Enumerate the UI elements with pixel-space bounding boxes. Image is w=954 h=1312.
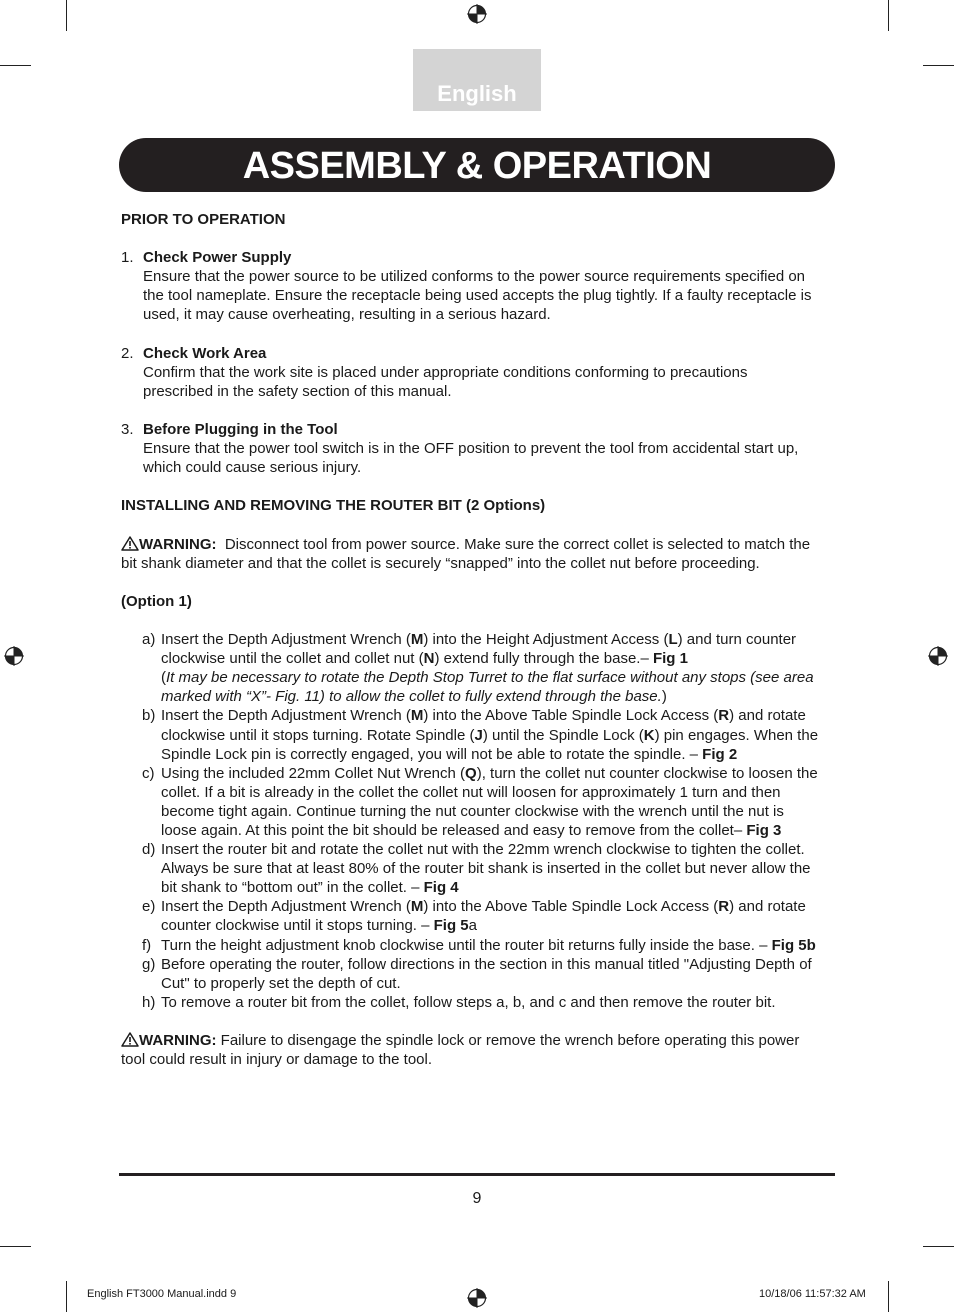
figure-ref: Fig 1 xyxy=(652,650,688,668)
step-note: It may be necessary to rotate the Depth Stop Turret to the flat surface without any stops (see area marked with “X”- Fig. 11) to allow the collet to fully extend through the base. xyxy=(161,669,814,706)
registration-mark-icon xyxy=(467,4,487,24)
registration-mark-icon xyxy=(467,1288,487,1308)
item-number: 3. xyxy=(121,421,134,439)
warning-triangle-icon xyxy=(121,1032,139,1047)
item-body: Confirm that the work site is placed under appropriate conditions conforming to precautions prescribed in the safety section of this manual. xyxy=(143,363,748,400)
figure-ref: Fig 5 xyxy=(433,917,469,935)
footer-file-info: English FT3000 Manual.indd 9 xyxy=(87,1288,237,1300)
item-title: Check Work Area xyxy=(143,344,267,362)
warning-triangle-icon xyxy=(121,536,139,551)
warning-text: Failure to disengage the spindle lock or remove the wrench before operating this power tool could result in injury or damage to the tool. xyxy=(121,1032,800,1069)
footer-timestamp: 10/18/06 11:57:32 AM xyxy=(759,1288,866,1300)
step-f: f) Turn the height adjustment knob clockwise until the router bit returns fully inside the base. – Fig 5b xyxy=(142,936,816,954)
page-title: ASSEMBLY & OPERATION xyxy=(119,138,835,192)
steps-list xyxy=(121,630,821,1012)
warning-paragraph xyxy=(121,535,821,573)
main-content xyxy=(121,210,821,1069)
registration-mark-icon xyxy=(4,646,24,666)
crop-mark xyxy=(888,1281,889,1312)
step-h: h) To remove a router bit from the collet, follow steps a, b, and c and then remove the router bit. xyxy=(142,993,776,1011)
item-title: Before Plugging in the Tool xyxy=(143,421,338,439)
item-title: Check Power Supply xyxy=(143,249,292,267)
item-body: Ensure that the power tool switch is in the OFF position to prevent the tool from accidental start up, which could cause serious injury. xyxy=(143,440,799,477)
step-d: d) Insert the router bit and rotate the collet nut with the 22mm wrench clockwise to tighten the collet. Always be sure that at least 80% of the router bit shank is inserted in the collet but never allow the bit shank to “bottom out” in the collet. – Fig 4 xyxy=(142,841,811,897)
list-item xyxy=(121,344,821,401)
option-heading: (Option 1) xyxy=(121,592,192,610)
list-item xyxy=(121,420,821,477)
step-a: a) Insert the Depth Adjustment Wrench (M) into the Height Adjustment Access (L) and turn counter clockwise until the collet and collet nut (N) extend fully through the base.– Fig 1 (It may be necessary to rotate the Depth Stop Turret to the flat surface without any stops (see area marked with “X”- Fig. 11) to allow the collet to fully extend through the base.) xyxy=(142,631,814,706)
figure-ref: Fig 3 xyxy=(746,822,782,839)
page-number: 9 xyxy=(472,1190,482,1207)
crop-mark xyxy=(66,1281,67,1312)
footer-divider xyxy=(119,1173,835,1176)
figure-ref: Fig 5b xyxy=(771,936,816,954)
crop-mark xyxy=(888,0,889,31)
warning-paragraph xyxy=(121,1031,821,1069)
step-g: g) Before operating the router, follow directions in the section in this manual titled "Adjusting Depth of Cut" to properly set the depth of cut. xyxy=(142,955,812,992)
section-heading-installing: INSTALLING AND REMOVING THE ROUTER BIT (2 Options) xyxy=(121,497,546,515)
crop-mark xyxy=(0,1246,31,1247)
language-tab: English xyxy=(413,49,541,111)
step-b: b) Insert the Depth Adjustment Wrench (M) into the Above Table Spindle Lock Access (R) and rotate clockwise until it stops turning. Rotate Spindle (J) until the Spindle Lock (K) pin engages. When the Spindle Lock pin is correctly engaged, you will not be able to rotate the spindle. – Fig 2 xyxy=(142,707,819,763)
figure-ref: Fig 4 xyxy=(423,879,459,897)
registration-mark-icon xyxy=(928,646,948,666)
list-item xyxy=(121,248,821,324)
step-c: c) Using the included 22mm Collet Nut Wrench (Q), turn the collet nut counter clockwise to loosen the collet. If a bit is already in the collet the collet nut will loosen for approximately 1 turn and then become tight again. Continue turning the nut counter clockwise with the wrench until the nut is loose again. At this point the bit should be released and easy to remove from the collet– Fig 3 xyxy=(142,764,818,839)
figure-ref: Fig 2 xyxy=(702,745,738,763)
warning-label: WARNING: xyxy=(139,1032,217,1050)
section-heading-prior: PRIOR TO OPERATION xyxy=(121,211,286,228)
crop-mark xyxy=(923,65,954,66)
crop-mark xyxy=(923,1246,954,1247)
step-e: e) Insert the Depth Adjustment Wrench (M) into the Above Table Spindle Lock Access (R) and rotate counter clockwise until it stops turning. – Fig 5a xyxy=(142,898,806,935)
item-body: Ensure that the power source to be utilized conforms to the power source requirements specified on the tool nameplate. Ensure the receptacle being used accepts the plug tightly. If a faulty receptacle is used, it may cause overheating, resulting in a serious hazard. xyxy=(143,268,812,324)
item-number: 2. xyxy=(121,344,134,362)
warning-label: WARNING: xyxy=(139,535,217,553)
warning-text: Disconnect tool from power source. Make sure the correct collet is selected to match the bit shank diameter and that the collet is securely “snapped” into the collet nut before proceeding. xyxy=(121,535,811,572)
crop-mark xyxy=(0,65,31,66)
crop-mark xyxy=(66,0,67,31)
item-number: 1. xyxy=(121,249,134,267)
